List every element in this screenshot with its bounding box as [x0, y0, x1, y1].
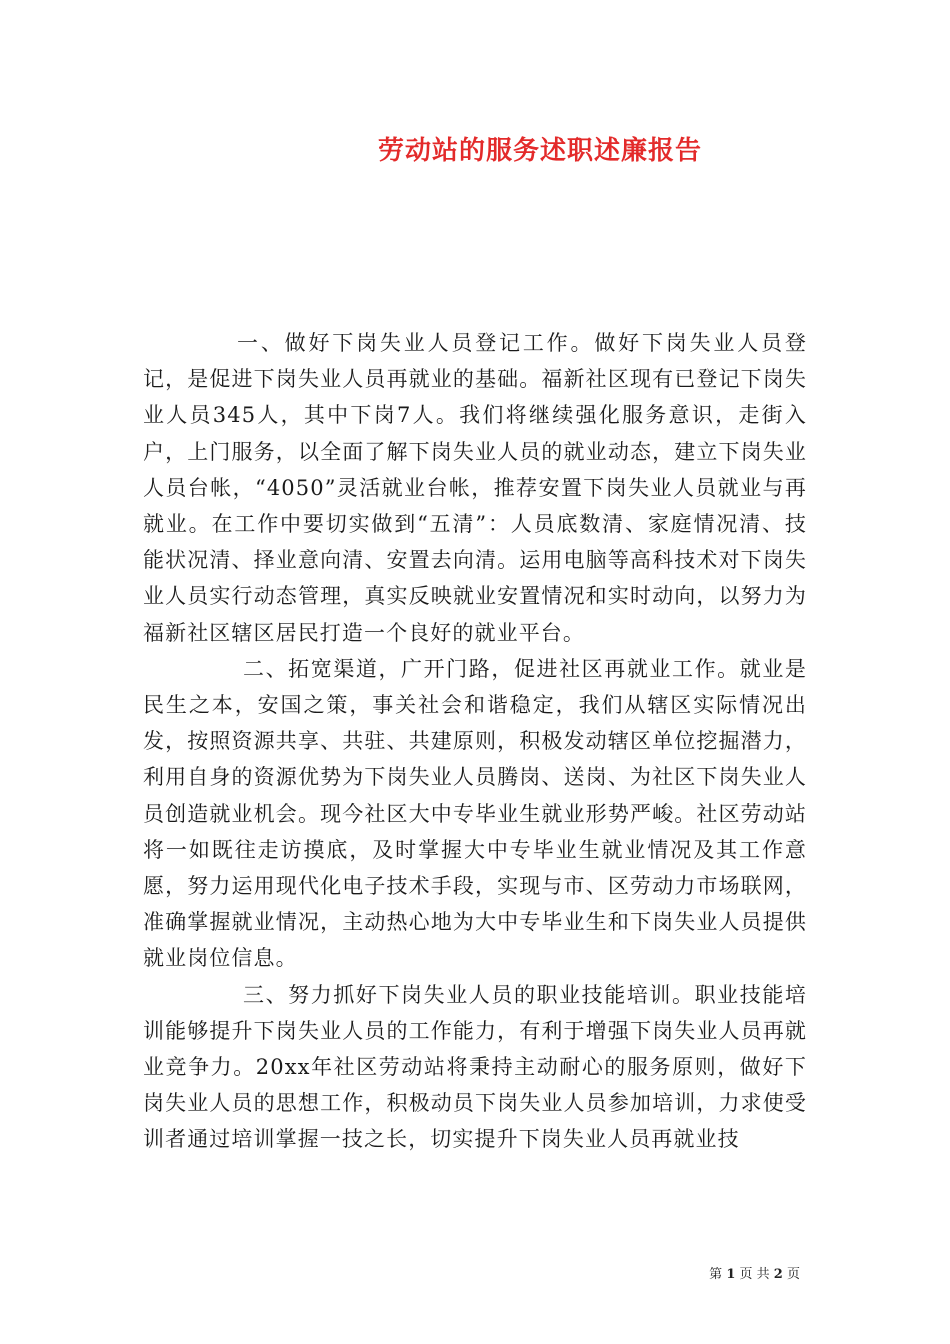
paragraph-3: 三、努力抓好下岗失业人员的职业技能培训。职业技能培训能够提升下岗失业人员的工作能力，有利于增强下岗失业人员再就业竞争力。20xx年社区劳动站将秉持主动耐心的服务原则，做好下岗失业人员的思想工作，积极动员下岗失业人员参加培训，力求使受训者通过培训掌握一技之长，切实提升下岗失业人员再就业技	[143, 982, 807, 1152]
footer-total-pages: 2	[773, 1267, 783, 1282]
footer-suffix: 页	[786, 1267, 800, 1282]
footer-middle: 页 共	[739, 1267, 770, 1282]
document-title: 劳动站的服务述职述廉报告	[377, 136, 702, 166]
page-footer	[709, 1266, 800, 1284]
footer-prefix: 第	[709, 1267, 723, 1282]
paragraph-2: 二、拓宽渠道，广开门路，促进社区再就业工作。就业是民生之本，安国之策，事关社会和谐稳定，我们从辖区实际情况出发，按照资源共享、共驻、共建原则，积极发动辖区单位挖掘潜力，利用自身的资源优势为下岗失业人员腾岗、送岗、为社区下岗失业人员创造就业机会。现今社区大中专毕业生就业形势严峻。社区劳动站将一如既往走访摸底，及时掌握大中专毕业生就业情况及其工作意愿，努力运用现代化电子技术手段，实现与市、区劳动力市场联网，准确掌握就业情况，主动热心地为大中专毕业生和下岗失业人员提供就业岗位信息。	[143, 656, 807, 971]
paragraph-1: 一、做好下岗失业人员登记工作。做好下岗失业人员登记，是促进下岗失业人员再就业的基础。福新社区现有已登记下岗失业人员345人，其中下岗7人。我们将继续强化服务意识，走街入户，上门服务，以全面了解下岗失业人员的就业动态，建立下岗失业人员台帐，“4050”灵活就业台帐，推荐安置下岗失业人员就业与再就业。在工作中要切实做到“五清”：人员底数清、家庭情况清、技能状况清、择业意向清、安置去向清。运用电脑等高科技术对下岗失业人员实行动态管理，真实反映就业安置情况和实时动向，以努力为福新社区辖区居民打造一个良好的就业平台。	[143, 331, 807, 645]
document-body	[143, 325, 807, 1158]
footer-page-number: 1	[726, 1267, 736, 1282]
